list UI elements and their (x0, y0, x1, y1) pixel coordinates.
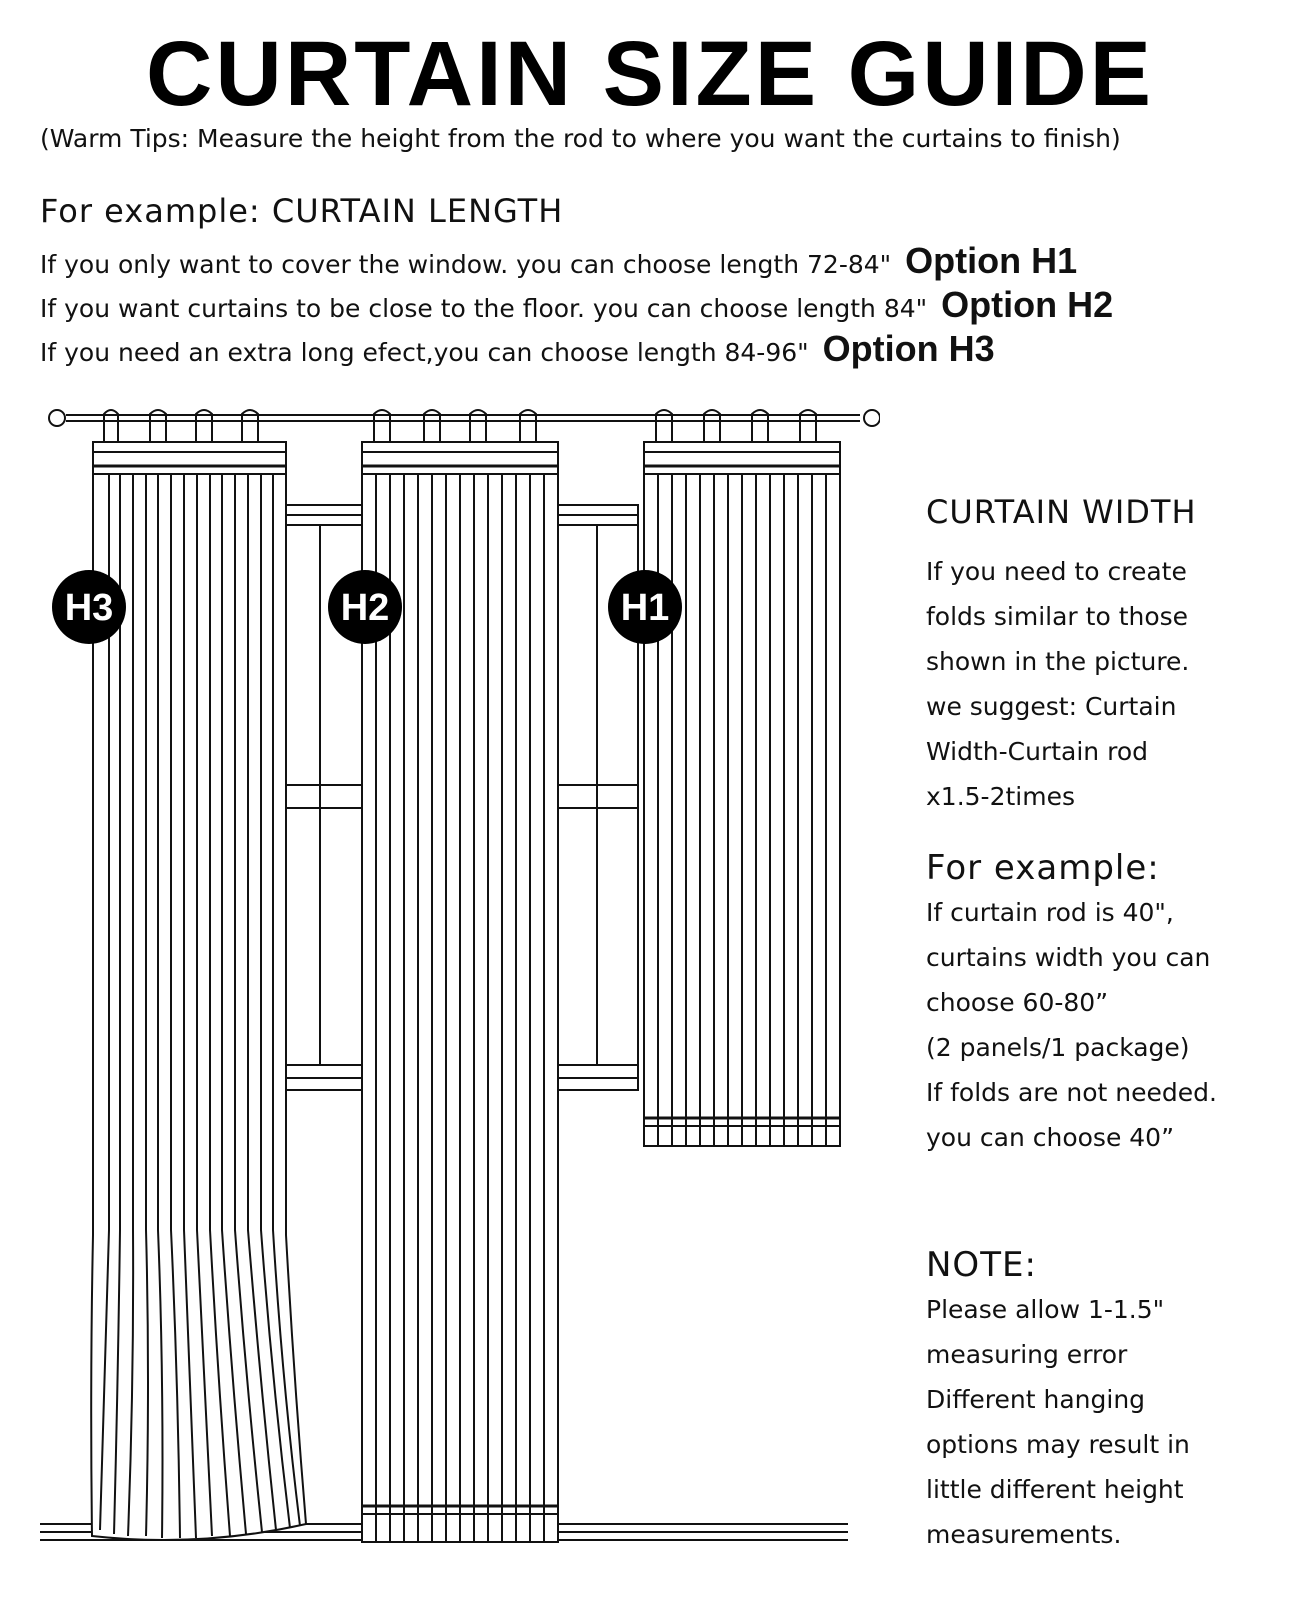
example-text (926, 890, 1217, 1160)
example-line: you can choose 40” (926, 1123, 1175, 1152)
width-line: If you need to create (926, 557, 1187, 586)
length-option-text: If you only want to cover the window. you can choose length 72-84" (40, 250, 892, 279)
note-line: measurements. (926, 1520, 1122, 1549)
example-line: If curtain rod is 40", (926, 898, 1174, 927)
width-line: folds similar to those (926, 602, 1189, 631)
badge-label: H1 (620, 587, 670, 629)
example-line: (2 panels/1 package) (926, 1033, 1190, 1062)
curtain-h3 (91, 410, 306, 1540)
badge-h3 (52, 570, 126, 644)
option-label: Option H3 (822, 328, 995, 369)
note-heading: NOTE: (926, 1245, 1037, 1285)
curtain-h2 (362, 410, 558, 1542)
width-line: x1.5-2times (926, 782, 1075, 811)
example-heading: For example: (926, 848, 1160, 888)
curtain-h1 (644, 410, 840, 1146)
example-line: choose 60-80” (926, 988, 1109, 1017)
badge-h2 (328, 570, 402, 644)
example-line: If folds are not needed. (926, 1078, 1217, 1107)
option-label: Option H2 (941, 284, 1114, 325)
note-line: Please allow 1-1.5" (926, 1295, 1165, 1324)
warm-tips: (Warm Tips: Measure the height from the rod to where you want the curtains to finish) (40, 124, 1121, 153)
badge-label: H3 (64, 587, 114, 629)
width-line: Width-Curtain rod (926, 737, 1148, 766)
width-heading: CURTAIN WIDTH (926, 493, 1197, 531)
option-label: Option H1 (905, 240, 1078, 281)
note-line: options may result in (926, 1430, 1190, 1459)
badge-h1 (608, 570, 682, 644)
badge-label: H2 (340, 587, 390, 629)
note-line: measuring error (926, 1340, 1128, 1369)
note-line: little different height (926, 1475, 1184, 1504)
length-heading: For example: CURTAIN LENGTH (40, 192, 564, 230)
example-line: curtains width you can (926, 943, 1211, 972)
note-text (926, 1287, 1190, 1557)
length-option-text: If you want curtains to be close to the floor. you can choose length 84" (40, 294, 928, 323)
width-line: we suggest: Curtain (926, 692, 1177, 721)
note-line: Different hanging (926, 1385, 1146, 1414)
width-line: shown in the picture. (926, 647, 1190, 676)
length-option-text: If you need an extra long efect,you can choose length 84-96" (40, 338, 809, 367)
page-title: CURTAIN SIZE GUIDE (145, 23, 1155, 125)
width-text (926, 549, 1189, 819)
